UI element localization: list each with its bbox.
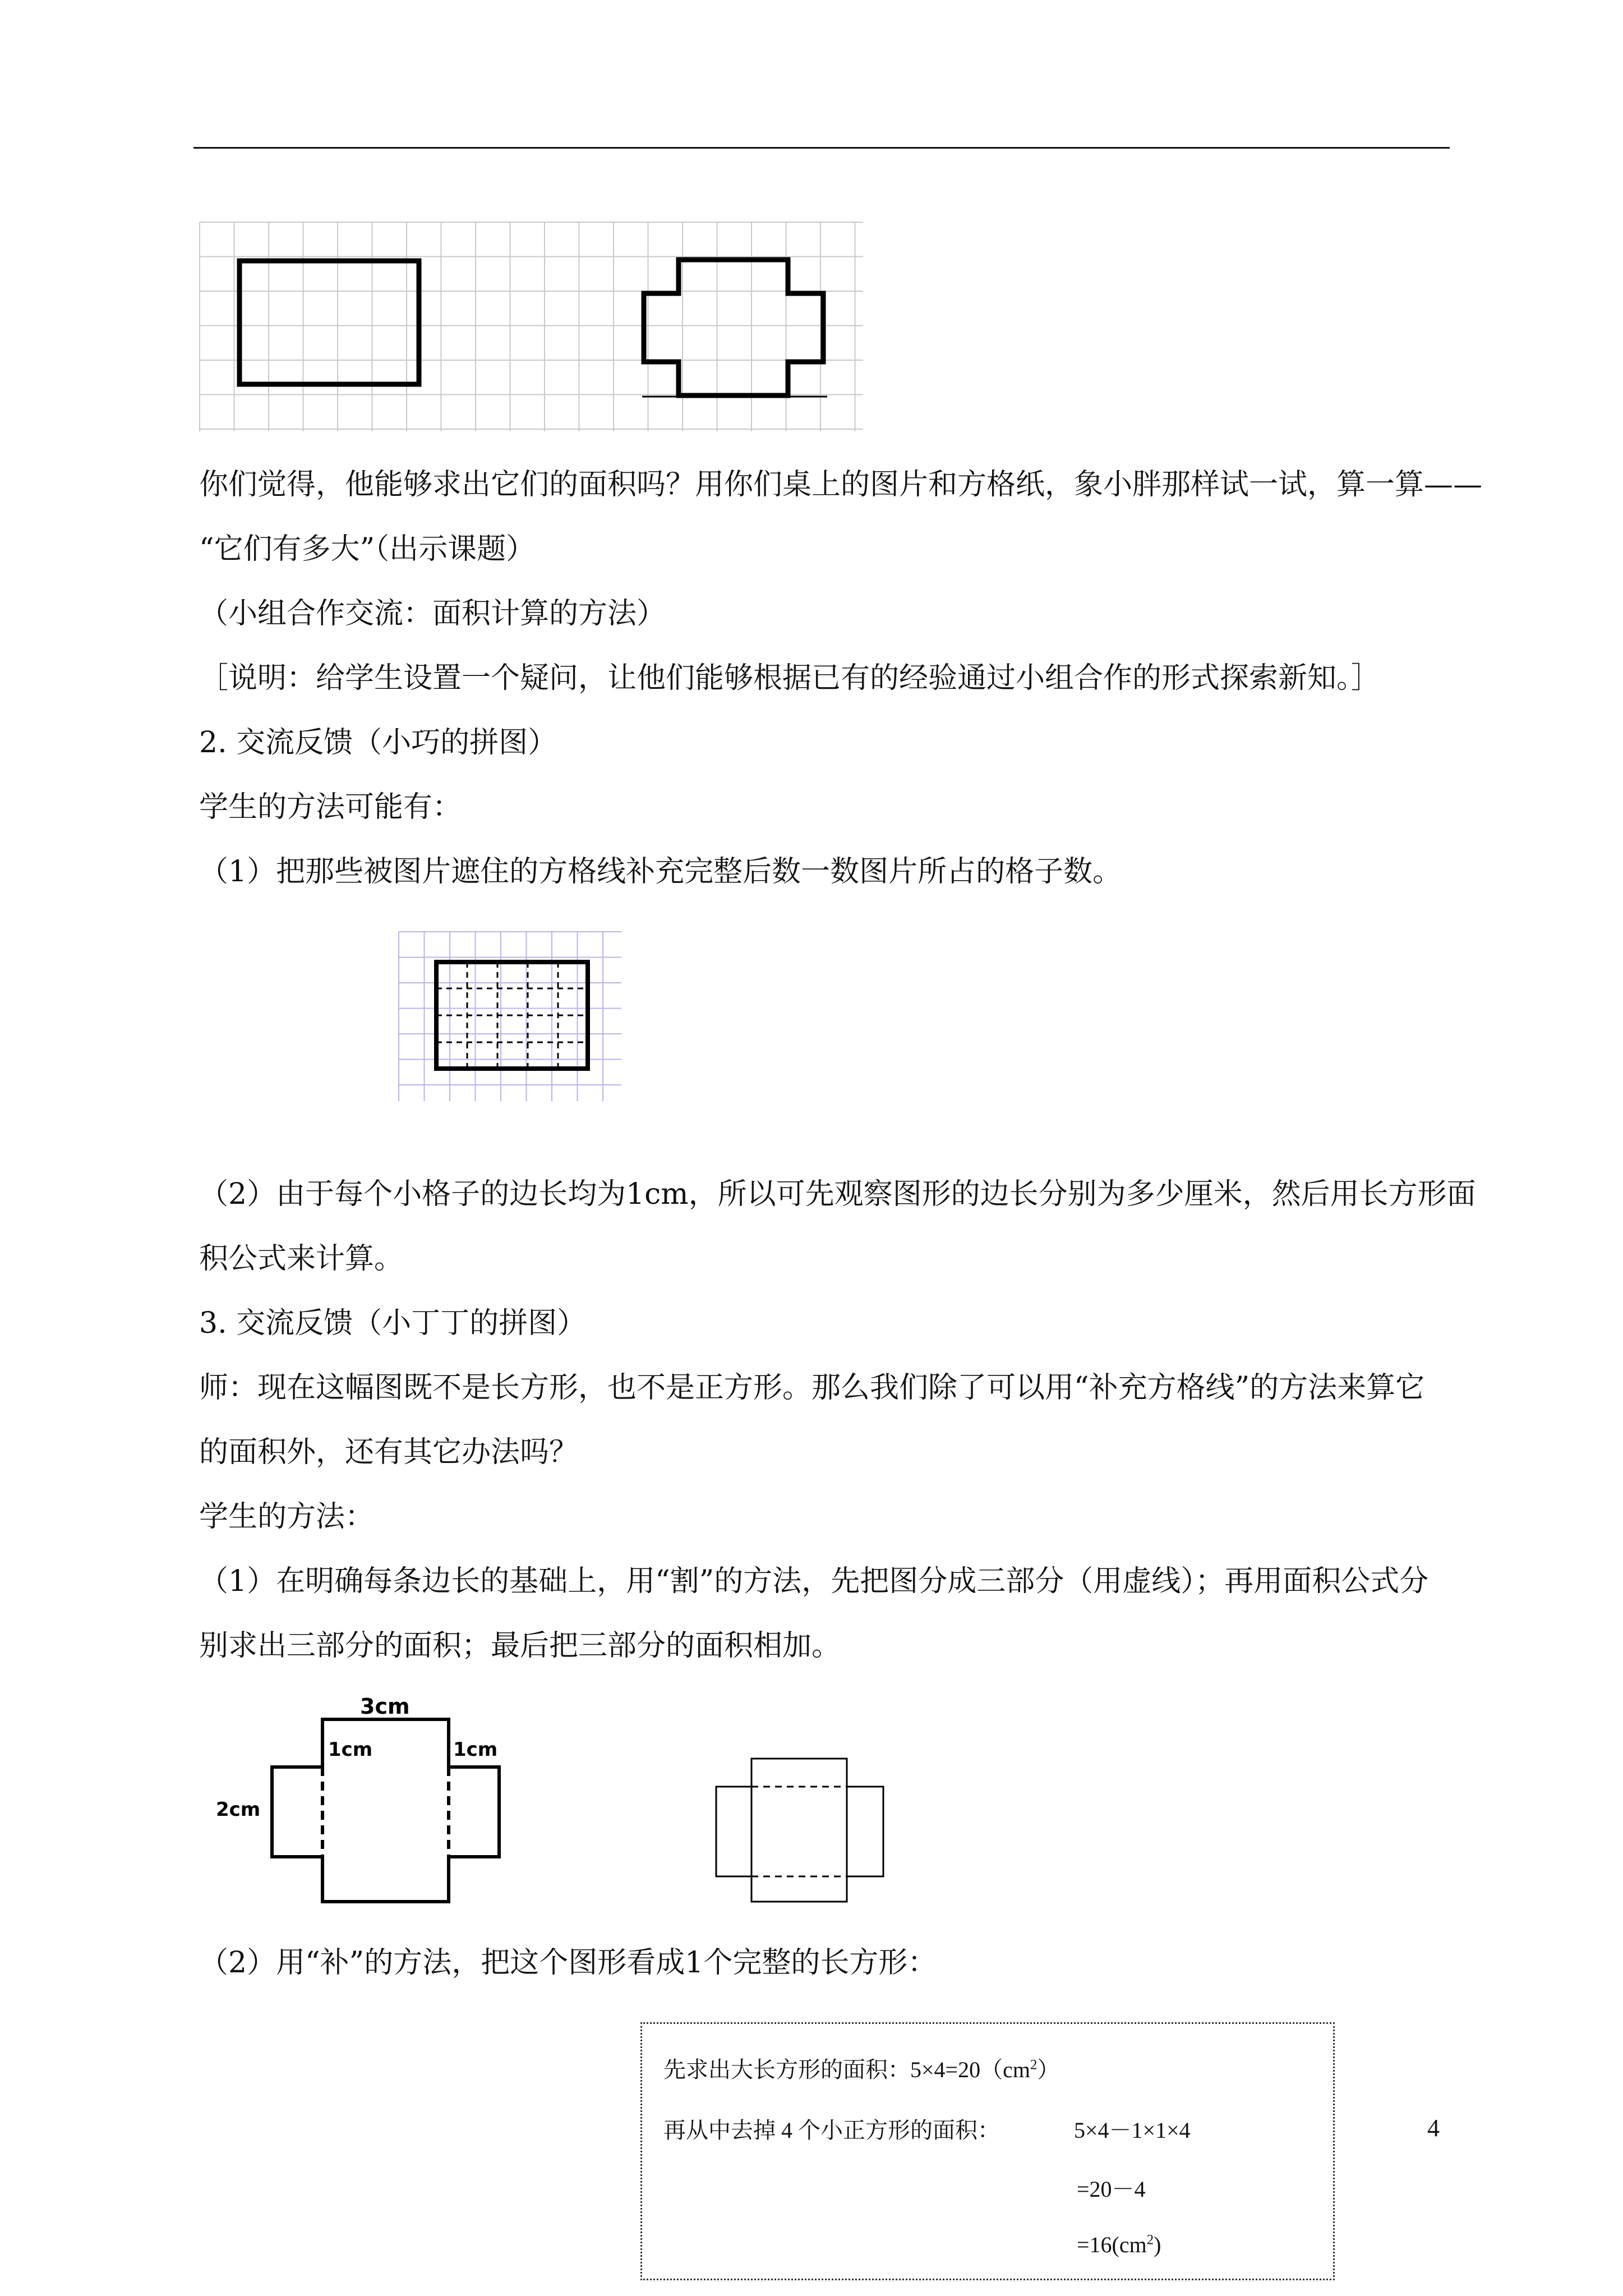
calc-line-3: =20－4	[1077, 2177, 1146, 2202]
cross-shape	[644, 260, 823, 395]
paragraph: （2）由于每个小格子的边长均为1cm，所以可先观察图形的边长分别为多少厘米，然后用长方形面	[199, 1177, 1476, 1211]
cut-method-figure-plain	[709, 1739, 900, 1907]
paragraph: 积公式来计算。	[199, 1242, 404, 1276]
grid-figure-rectangle-dashed	[398, 931, 623, 1102]
section-heading: 2. 交流反馈（小巧的拼图）	[199, 726, 557, 760]
section-heading: 3. 交流反馈（小丁丁的拼图）	[199, 1306, 587, 1340]
page-number: 4	[1427, 2114, 1440, 2142]
paragraph: 师：现在这幅图既不是长方形，也不是正方形。那么我们除了可以用“补充方格线”的方法来算它	[199, 1371, 1425, 1405]
paragraph: 学生的方法可能有：	[199, 790, 462, 824]
calc-line-2-label: 再从中去掉 4 个小正方形的面积：	[663, 2118, 1000, 2143]
cut-method-figure	[213, 1686, 516, 1921]
rectangle-shape	[239, 261, 419, 384]
paragraph: （2）用“补”的方法，把这个图形看成1个完整的长方形：	[199, 1946, 937, 1980]
paragraph: 的面积外，还有其它办法吗？	[199, 1435, 579, 1469]
paragraph: （小组合作交流：面积计算的方法）	[199, 597, 666, 631]
grid-figure-shapes	[199, 222, 864, 432]
paragraph: （1）把那些被图片遮住的方格线补充完整后数一数图片所占的格子数。	[199, 855, 1122, 889]
paragraph: 你们觉得，他能够求出它们的面积吗？用你们桌上的图片和方格纸，象小胖那样试一试，算一算——	[199, 468, 1483, 501]
paragraph: “它们有多大”（出示课题）	[199, 532, 536, 566]
calculation-box	[640, 2022, 1335, 2280]
header-rule	[193, 147, 1450, 149]
calc-line-4: $=16(cm^2)$	[1077, 2232, 1161, 2257]
calc-line-1: 先求出大长方形的面积：$5\times 4=20(cm^2)$	[663, 2057, 1060, 2082]
paragraph: 学生的方法：	[199, 1500, 375, 1534]
label-1cm-left: 1cm	[328, 1738, 373, 1761]
paragraph: （1）在明确每条边长的基础上，用“割”的方法，先把图分成三部分（用虚线）；再用面积公式分	[199, 1565, 1429, 1598]
label-2cm: 2cm	[216, 1798, 261, 1821]
calc-line-2-expression: 5×4－1×1×4	[1074, 2118, 1191, 2143]
label-1cm-right: 1cm	[453, 1738, 498, 1761]
paragraph: ［说明：给学生设置一个疑问，让他们能够根据已有的经验通过小组合作的形式探索新知。］	[199, 661, 1381, 695]
label-3cm: 3cm	[360, 1694, 410, 1719]
paragraph: 别求出三部分的面积；最后把三部分的面积相加。	[199, 1629, 841, 1663]
